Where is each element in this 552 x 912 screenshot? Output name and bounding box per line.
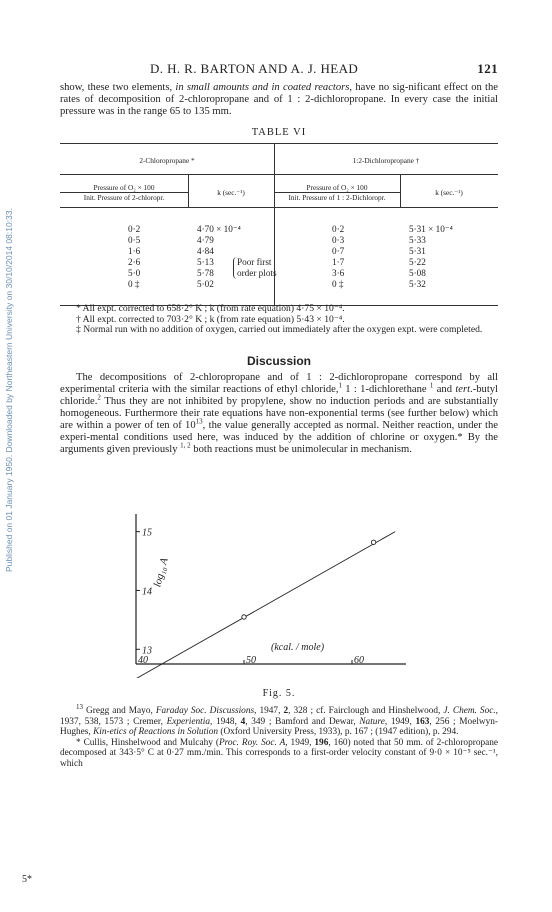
table-divider-main: [274, 143, 275, 305]
text-run: , 1949,: [384, 716, 416, 727]
figure-caption: Fig. 5.: [262, 688, 296, 699]
table-cell: 0·3: [332, 235, 345, 245]
table-cell: 5·33: [409, 235, 426, 245]
y-tick-label: 13: [142, 645, 152, 657]
footnote-double-dagger: ‡ Normal run with no addition of oxygen, carried out immediately after the oxygen expt. were completed.: [76, 324, 483, 336]
discussion-heading: Discussion: [246, 354, 312, 368]
table-cell: 5·0: [128, 268, 141, 278]
text-run: Kin-etics of Reactions in Solution: [93, 727, 219, 738]
table-cell: 5·31 × 10⁻⁴: [409, 224, 453, 234]
right-pressure-header: [274, 183, 400, 202]
text-run: 1, 2: [180, 441, 191, 450]
x-tick-label: 60: [354, 655, 364, 666]
text-run: 1: [338, 381, 342, 390]
running-title: D. H. R. BARTON AND A. J. HEAD: [150, 61, 359, 76]
left-pressure-denominator: Init. Pressure of 2-chloropr.: [60, 192, 188, 202]
data-point: [371, 540, 375, 544]
table-title: TABLE VI: [251, 127, 307, 138]
text-run: Proc. Roy. Soc. A: [218, 737, 286, 748]
table-cell: 0·2: [332, 224, 345, 234]
x-axis-label: (kcal. / mole): [271, 642, 325, 653]
table-cell: 0·7: [332, 246, 345, 256]
signature-mark: 5*: [22, 874, 32, 885]
text-run: 2: [97, 393, 101, 402]
text-run: .-butyl chloride.: [60, 384, 499, 407]
y-tick-label: 15: [142, 527, 152, 539]
text-run: 163: [415, 716, 430, 727]
text-run: , 1947,: [254, 706, 284, 716]
text-run: J. Chem. Soc.: [443, 706, 496, 716]
text-run: Thus they are not inhibited by propylene, show no induction periods and are substantially homogeneous. Furthermore their rate equations have non-exponential terms (see further below) which are within a power of ten of 10: [60, 396, 498, 431]
text-run: Gregg and Mayo,: [83, 706, 156, 716]
table-cell: 0·5: [128, 235, 141, 245]
table-cell: 0·2: [128, 224, 141, 234]
text-run: The decompositions of 2-chloropropane and of 1 : 2-dichloropropane correspond by all experimental criteria with the similar reactions of ethyl chloride,: [60, 372, 498, 395]
footnote-star: * All expt. corrected to 658·2° K ; k (from rate equation) 4·75 × 10⁻⁴.: [76, 303, 345, 314]
right-pressure-numerator: Pressure of O₂ × 100: [306, 183, 368, 192]
text-run: , 1937, 538, 1573 ; Cremer,: [60, 706, 498, 727]
text-run: , the value generally accepted as normal. Neither reaction, under the experi-mental conditions used here, was induced by the addition of chlorine or oxygen.* By the arguments given previously: [60, 420, 498, 455]
text-run: * Cullis, Hinshelwood and Mulcahy (: [76, 737, 219, 748]
text-run: , 160) noted that 50 mm. of 2-chloropropane decomposed at 343·5° C at 0·27 mm./min. This corresponds to a first-order velocity constant of 9·0 × 10⁻⁵ sec.⁻¹, which: [60, 737, 499, 769]
table-cell: 4·70 × 10⁻⁴: [197, 224, 241, 234]
page-number: 121: [477, 61, 498, 76]
discussion-paragraph: [60, 372, 498, 456]
text-run: 1: [429, 381, 434, 390]
references: [60, 702, 499, 770]
left-k-header: k (sec.⁻¹): [217, 188, 245, 197]
text-run: 13: [76, 702, 83, 711]
right-group-header: 1:2-Dichloropropane †: [352, 156, 420, 165]
left-pressure-header: [60, 183, 188, 202]
text-run: , 1948,: [209, 716, 241, 727]
data-point: [242, 615, 246, 619]
table-cell: order plots: [237, 268, 277, 278]
right-k-header: k (sec.⁻¹): [435, 188, 463, 197]
left-pressure-numerator: Pressure of O₂ × 100: [93, 183, 155, 192]
table-cell: 5·31: [409, 246, 426, 256]
text-run: 13: [195, 417, 203, 426]
text-run: Experientia: [166, 716, 210, 727]
text-run: and: [433, 384, 456, 395]
text-run: , 256 ; Moelwyn-Hughes,: [60, 716, 499, 738]
text-run: Nature: [359, 716, 385, 727]
table-rule-top: [60, 143, 498, 144]
text-run: , 1949,: [285, 737, 315, 748]
table-cell: Poor first: [237, 257, 272, 267]
table-cell: 3·6: [332, 268, 345, 278]
text-run: , 328 ; cf. Fairclough and Hinshelwood,: [288, 706, 444, 716]
text-run: both reactions must be unimolecular in mechanism.: [190, 444, 412, 455]
figure-5: [120, 500, 420, 683]
text-run: in small amounts and in coated reactors: [175, 82, 350, 93]
x-tick-label: 50: [246, 655, 256, 666]
table-cell: 5·13: [197, 257, 214, 267]
text-run: tert: [455, 384, 471, 395]
text-run: 4: [240, 716, 246, 727]
download-watermark: Published on 01 January 1950. Downloaded by Northeastern University on 30/10/2014 08:10:33.: [4, 208, 14, 572]
table-rule-head: [60, 207, 498, 208]
table-cell: 2·6: [128, 257, 141, 267]
y-axis-label: log₁₀ A: [152, 556, 171, 589]
left-group-header: 2-Chloropropane *: [139, 156, 195, 165]
footnote-dagger: † All expt. corrected to 703·2° K ; k (from rate equation) 5·43 × 10⁻⁴.: [76, 313, 345, 325]
table-cell: 5·78: [197, 268, 214, 278]
table-cell: 5·22: [409, 257, 426, 267]
text-run: Faraday Soc. Discussions: [155, 706, 255, 716]
text-run: show, these two elements,: [60, 82, 176, 93]
table-cell: 1·7: [332, 257, 345, 267]
table-cell: 1·6: [128, 246, 141, 256]
text-run: , 349 ; Bamford and Dewar,: [245, 716, 360, 727]
text-run: 2: [283, 706, 289, 716]
table-cell: 4·84: [197, 246, 214, 256]
y-tick-label: 14: [142, 586, 152, 598]
figure-5-plot: [120, 500, 420, 678]
intro-paragraph: [60, 82, 498, 118]
text-run: , have no sig-nificant effect on the rates of decomposition of 2-chloropropane and of 1 : 2-dichloropropane. In every case the initial pressure was in the range 65 to 135 mm.: [60, 82, 498, 117]
right-pressure-denominator: Init. Pressure of 1 : 2-Dichloropr.: [274, 192, 400, 202]
reference-star: [60, 738, 498, 770]
table-cell: 5·02: [197, 279, 214, 289]
left-pressure-column: [128, 224, 140, 290]
left-note: [233, 257, 277, 279]
table-cell: 5·32: [409, 279, 426, 289]
x-tick-label: 40: [138, 655, 148, 666]
table-cell: 0 ‡: [128, 279, 140, 289]
text-run: 196: [314, 737, 329, 748]
table-cell: 5·08: [409, 268, 426, 278]
right-pressure-column: [332, 224, 344, 290]
text-run: 1 : 1-dichlorethane: [342, 384, 430, 395]
table-footnotes: [60, 304, 498, 336]
table-cell: 4·79: [197, 235, 214, 245]
right-k-column: [409, 224, 453, 290]
text-run: (Oxford University Press, 1933), p. 167 ; (1947 edition), p. 294.: [218, 727, 459, 738]
table-rule-group: [60, 174, 498, 175]
table-vi: [60, 143, 498, 309]
reference-13: [60, 702, 499, 738]
table-cell: 0 ‡: [332, 279, 344, 289]
